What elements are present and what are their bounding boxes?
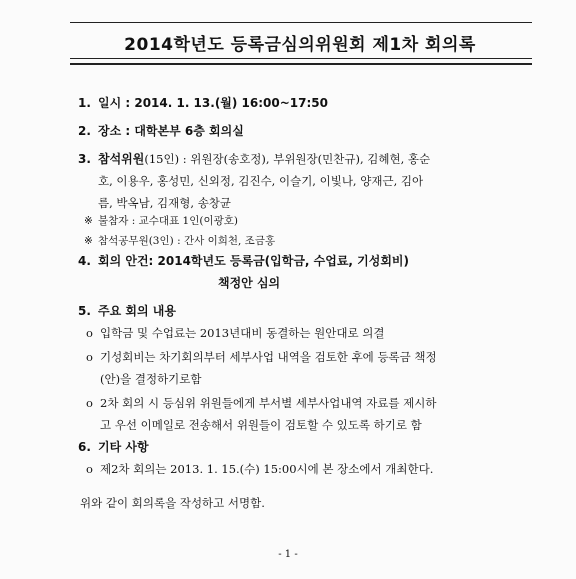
list-item-text: 입학금 및 수업료는 2013년대비 동결하는 원안대로 의결 xyxy=(100,326,385,340)
section-number: 5. xyxy=(78,304,91,318)
section-agenda-line2: 책정안 심의 xyxy=(218,276,281,290)
section-datetime-text: 일시 : 2014. 1. 13.(월) 16:00~17:50 xyxy=(98,96,329,110)
bullet-icon: o xyxy=(86,326,93,340)
section-number: 4. xyxy=(78,254,91,268)
absent-note xyxy=(84,214,238,228)
list-item-text: 2차 회의 시 등심위 위원들에게 부서별 세부사업내역 자료를 제시하 xyxy=(100,396,437,410)
list-item xyxy=(86,350,437,364)
section-place xyxy=(78,124,244,138)
section-attendees-heading: 참석위원 xyxy=(98,152,145,166)
section-datetime xyxy=(78,96,328,110)
section-attendees-line2: 호, 이용우, 홍성민, 신외정, 김진수, 이슬기, 이빛나, 양재근, 김아 xyxy=(98,174,424,188)
note-mark: ※ xyxy=(84,215,93,227)
section-number: 3. xyxy=(78,152,91,166)
section-agenda-line1: 회의 안건: 2014학년도 등록금(입학금, 수업료, 기성회비) xyxy=(98,254,410,268)
note-mark: ※ xyxy=(84,235,93,247)
list-item xyxy=(86,396,437,410)
document-title: 2014학년도 등록금심의위원회 제1차 회의록 xyxy=(124,35,476,55)
list-item-continuation: (안)을 결정하기로함 xyxy=(100,372,202,386)
list-item-continuation: 고 우선 이메일로 전송해서 위원들이 검토할 수 있도록 하기로 함 xyxy=(100,418,422,432)
section-other-heading: 기타 사항 xyxy=(98,440,149,454)
list-item xyxy=(86,462,433,476)
title-under-rule xyxy=(70,58,532,59)
bullet-icon: o xyxy=(86,350,93,364)
closing-statement: 위와 같이 회의록을 작성하고 서명함. xyxy=(80,496,265,510)
bullet-icon: o xyxy=(86,462,93,476)
section-attendees-line3: 름, 박옥남, 김재형, 송창균 xyxy=(98,196,232,210)
list-item-text: 제2차 회의는 2013. 1. 15.(수) 15:00시에 본 장소에서 개최한다. xyxy=(100,462,434,476)
title-top-rule xyxy=(70,22,532,23)
section-attendees-line1: (15인) : 위원장(송호정), 부위원장(민찬규), 김혜현, 홍순 xyxy=(144,152,431,166)
officials-note xyxy=(84,234,275,248)
section-number: 2. xyxy=(78,124,91,138)
section-main-content xyxy=(78,304,176,318)
section-main-content-heading: 주요 회의 내용 xyxy=(98,304,176,318)
section-agenda xyxy=(78,254,409,268)
section-other xyxy=(78,440,149,454)
officials-note-text: 참석공무원(3인) : 간사 이희천, 조금홍 xyxy=(98,235,276,247)
absent-note-text: 불참자 : 교수대표 1인(이광호) xyxy=(98,215,238,227)
section-place-text: 장소 : 대학본부 6층 회의실 xyxy=(98,124,244,138)
section-number: 6. xyxy=(78,440,91,454)
list-item-text: 기성회비는 차기회의부터 세부사업 내역을 검토한 후에 등록금 책정 xyxy=(100,350,437,364)
section-number: 1. xyxy=(78,96,91,110)
title-bottom-rule xyxy=(70,63,532,65)
list-item xyxy=(86,326,385,340)
page-number: - 1 - xyxy=(278,549,298,560)
bullet-icon: o xyxy=(86,396,93,410)
section-attendees xyxy=(78,152,430,166)
